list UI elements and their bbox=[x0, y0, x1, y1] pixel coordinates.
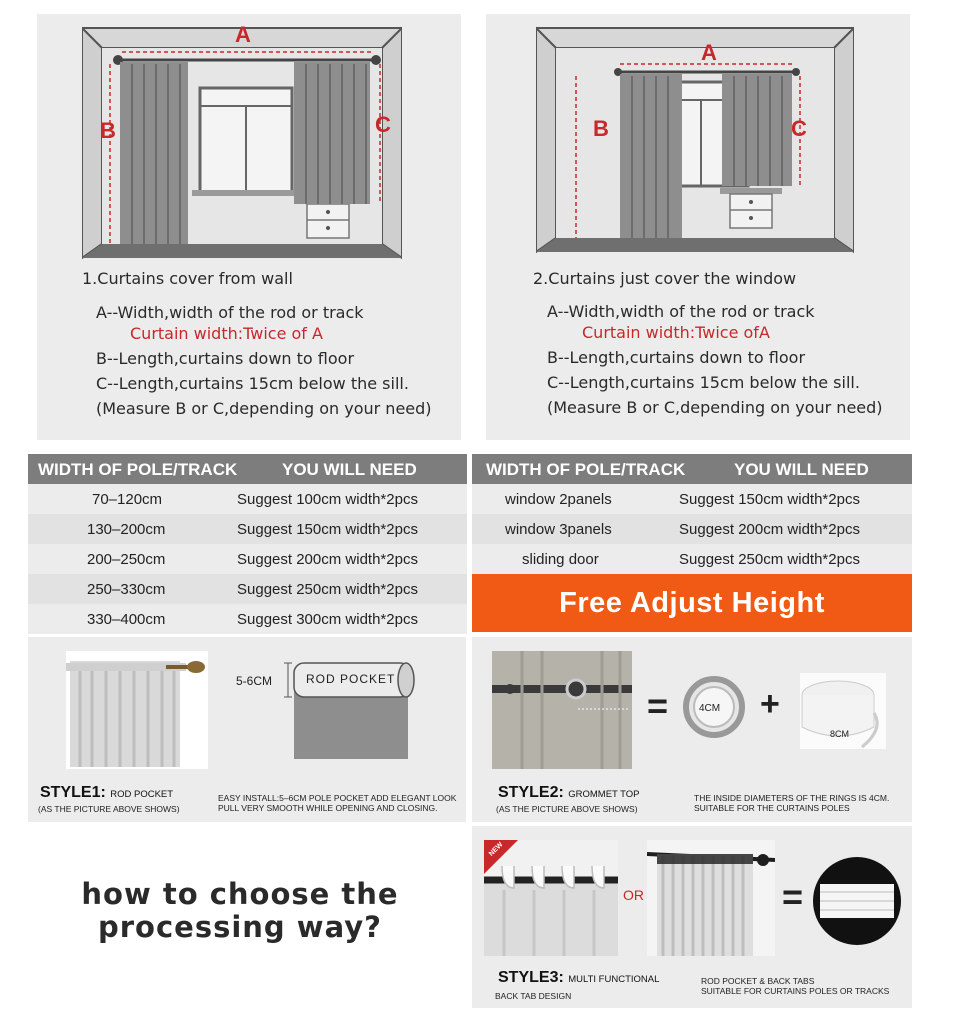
table-row bbox=[28, 544, 467, 574]
cell-width: 330–400cm bbox=[87, 611, 166, 628]
style-subtitle: ROD POCKET bbox=[110, 789, 174, 800]
style-number: STYLE3: bbox=[498, 969, 564, 986]
line-c: C--Length,curtains 15cm below the sill. bbox=[547, 373, 860, 392]
cell-need: Suggest 250cm width*2pcs bbox=[237, 581, 418, 598]
cell-width: window 2panels bbox=[505, 491, 612, 508]
plus-sign: + bbox=[760, 685, 780, 723]
equals-sign: = bbox=[647, 685, 669, 726]
style3-desc-1: ROD POCKET & BACK TABS bbox=[701, 976, 815, 986]
style3-desc-2: SUITABLE FOR CURTAINS POLES OR TRACKS bbox=[701, 986, 890, 996]
cell-width: 130–200cm bbox=[87, 521, 166, 538]
table-row bbox=[28, 514, 467, 544]
width-table-left bbox=[28, 454, 467, 634]
line-a: A--Width,width of the rod or track bbox=[96, 303, 364, 322]
label-b: B bbox=[100, 118, 116, 143]
style1-caption: (AS THE PICTURE ABOVE SHOWS) bbox=[38, 804, 180, 814]
equals-sign: = bbox=[782, 876, 804, 917]
label-b: B bbox=[593, 116, 609, 141]
label-a: A bbox=[235, 22, 251, 47]
heading-line-2: processing way? bbox=[97, 910, 382, 945]
style1-panel bbox=[28, 637, 466, 822]
line-b: B--Length,curtains down to floor bbox=[547, 348, 806, 367]
label-c: C bbox=[375, 112, 391, 137]
ring-size-label: 4CM bbox=[699, 703, 721, 714]
rod-pocket-curtain-photo bbox=[647, 840, 775, 956]
width-table-right bbox=[472, 454, 912, 574]
cell-need: Suggest 150cm width*2pcs bbox=[679, 491, 860, 508]
line-b: B--Length,curtains down to floor bbox=[96, 349, 355, 368]
curtain-wall-diagram bbox=[82, 22, 402, 266]
style3-title bbox=[498, 969, 659, 987]
label-a: A bbox=[701, 40, 717, 65]
line-a-red: Curtain width:Twice ofA bbox=[582, 323, 770, 342]
style3-subtitle-2: BACK TAB DESIGN bbox=[495, 991, 572, 1001]
table-row bbox=[472, 514, 912, 544]
style-subtitle: MULTI FUNCTIONAL bbox=[568, 974, 660, 985]
measure-panel-window bbox=[486, 14, 910, 440]
style2-title bbox=[498, 784, 640, 802]
line-a: A--Width,width of the rod or track bbox=[547, 302, 815, 321]
style-subtitle: GROMMET TOP bbox=[568, 789, 640, 800]
style2-desc-1: THE INSIDE DIAMETERS OF THE RINGS IS 4CM. bbox=[694, 793, 890, 803]
panel-heading: 1.Curtains cover from wall bbox=[82, 269, 293, 288]
cell-width: sliding door bbox=[522, 551, 599, 568]
header-width: WIDTH OF POLE/TRACK bbox=[486, 460, 686, 479]
line-a-red: Curtain width:Twice of A bbox=[130, 324, 323, 343]
line-note: (Measure B or C,depending on your need) bbox=[547, 398, 883, 417]
rod-pocket-label: ROD POCKET bbox=[306, 672, 396, 686]
table-row bbox=[472, 544, 912, 574]
table-row bbox=[28, 574, 467, 604]
header-width: WIDTH OF POLE/TRACK bbox=[38, 460, 238, 479]
cell-need: Suggest 100cm width*2pcs bbox=[237, 491, 418, 508]
cell-width: window 3panels bbox=[505, 521, 612, 538]
new-badge: NEW bbox=[487, 841, 505, 858]
style1-desc-2: PULL VERY SMOOTH WHILE OPENING AND CLOSING. bbox=[218, 803, 438, 813]
cell-need: Suggest 150cm width*2pcs bbox=[237, 521, 418, 538]
table-row bbox=[472, 484, 912, 514]
tape-size-label: 8CM bbox=[830, 729, 850, 739]
or-label: OR bbox=[623, 887, 644, 903]
style-number: STYLE2: bbox=[498, 784, 564, 801]
header-need: YOU WILL NEED bbox=[734, 460, 869, 479]
tape-circle-image bbox=[812, 856, 902, 946]
style-number: STYLE1: bbox=[40, 784, 106, 801]
how-to-choose-heading bbox=[30, 878, 450, 945]
style1-desc-1: EASY INSTALL:5–6CM POLE POCKET ADD ELEGANT LOOK bbox=[218, 793, 457, 803]
table-row bbox=[28, 604, 467, 634]
style3-panel bbox=[472, 826, 912, 1008]
measure-panel-wall bbox=[37, 14, 461, 440]
header-need: YOU WILL NEED bbox=[282, 460, 417, 479]
cell-width: 250–330cm bbox=[87, 581, 166, 598]
grommet-curtain-image bbox=[492, 651, 632, 769]
cell-need: Suggest 250cm width*2pcs bbox=[679, 551, 860, 568]
line-note: (Measure B or C,depending on your need) bbox=[96, 399, 432, 418]
rod-pocket-curtain-image bbox=[66, 651, 208, 769]
style1-title bbox=[40, 784, 173, 802]
style2-panel bbox=[472, 637, 912, 822]
free-adjust-banner: Free Adjust Height bbox=[472, 574, 912, 632]
heading-line-1: how to choose the bbox=[81, 877, 399, 911]
cell-need: Suggest 200cm width*2pcs bbox=[679, 521, 860, 538]
line-c: C--Length,curtains 15cm below the sill. bbox=[96, 374, 409, 393]
back-tab-curtain-image bbox=[484, 840, 618, 956]
table-row bbox=[28, 484, 467, 514]
cell-width: 70–120cm bbox=[92, 491, 163, 508]
style2-caption: (AS THE PICTURE ABOVE SHOWS) bbox=[496, 804, 638, 814]
pocket-size-label: 5-6CM bbox=[236, 674, 273, 688]
cell-need: Suggest 300cm width*2pcs bbox=[237, 611, 418, 628]
cell-width: 200–250cm bbox=[87, 551, 166, 568]
style2-desc-2: SUITABLE FOR THE CURTAINS POLES bbox=[694, 803, 850, 813]
cell-need: Suggest 200cm width*2pcs bbox=[237, 551, 418, 568]
panel-heading: 2.Curtains just cover the window bbox=[533, 269, 797, 288]
label-c: C bbox=[791, 116, 807, 141]
